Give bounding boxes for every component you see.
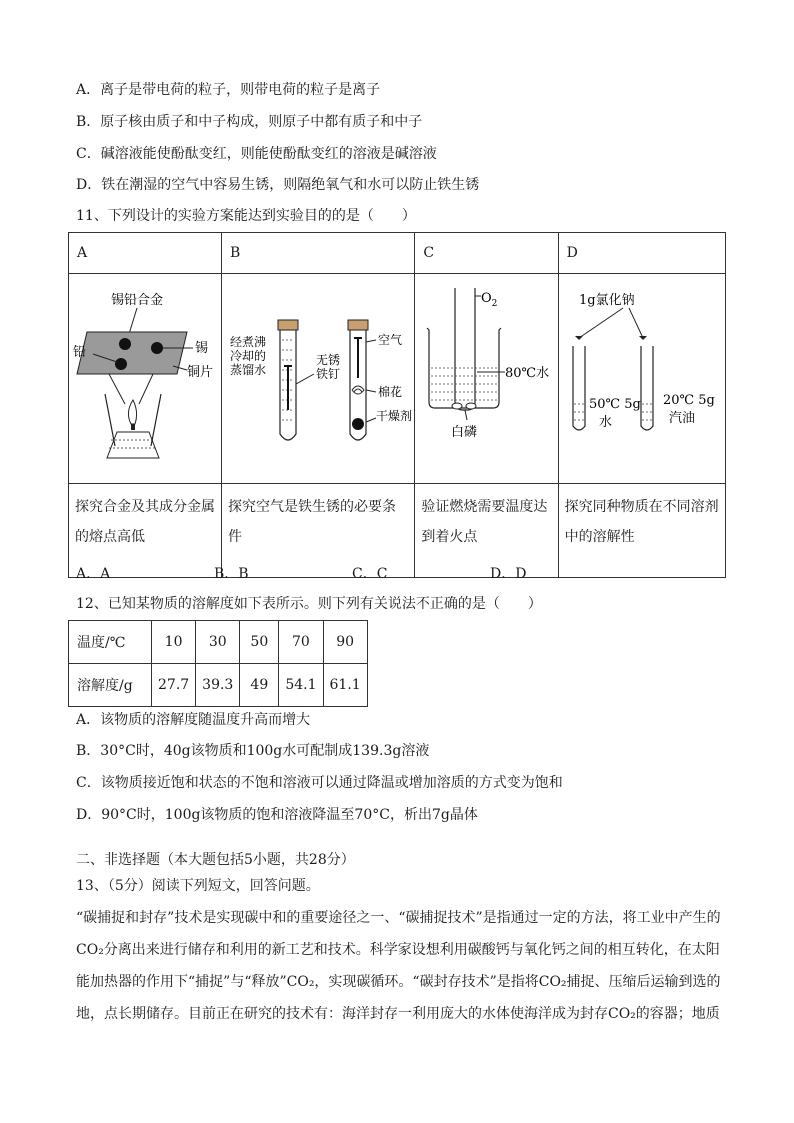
label-desiccant: 干燥剂 — [376, 409, 413, 423]
header-c: C — [415, 233, 558, 274]
label-rustless: 无锈 — [316, 353, 341, 367]
label-20c-5g: 20℃ 5g — [662, 393, 715, 408]
label-white-phosphorus: 白磷 — [451, 425, 478, 440]
label-iron-nail: 铁钉 — [316, 367, 341, 381]
solubility-cell: 54.1 — [279, 664, 323, 707]
passage-line: 地，点长期储存。目前正在研究的技术有：海洋封存一利用庞大的水体使海洋成为封存CO₂的容器；地质 — [76, 1006, 720, 1022]
label-cooled: 冷却的 — [230, 349, 267, 363]
desc-a: 探究合金及其成分金属的熔点高低 — [69, 484, 222, 578]
q10-option-d: D．铁在潮湿的空气中容易生锈，则隔绝氧气和水可以防止铁生锈 — [76, 177, 480, 193]
desc-b: 探究空气是铁生锈的必要条件 — [222, 484, 415, 578]
label-distilled-water: 蒸馏水 — [230, 363, 267, 377]
desc-d: 探究同种物质在不同溶剂中的溶解性 — [558, 484, 725, 578]
passage-line: CO₂分离出来进行储存和利用的新工艺和技术。科学家设想利用碳酸钙与氧化钙之间的相互转化，在太阳 — [76, 942, 720, 958]
label-1g-nacl: 1g氯化钠 — [578, 293, 635, 308]
temp-cell: 30 — [196, 621, 240, 664]
section-title: 二、非选择题（本大题包括5小题，共28分） — [76, 852, 355, 868]
figure-c-cell — [415, 274, 558, 484]
figure-d-cell — [558, 274, 725, 484]
q10-option-b: B．原子核由质子和中子构成，则原子中都有质子和中子 — [76, 114, 423, 130]
q11-choice-a: A．A — [76, 566, 111, 582]
q11-choices — [76, 563, 676, 583]
solubility-cell: 27.7 — [152, 664, 196, 707]
label-air: 空气 — [378, 333, 403, 347]
temp-cell: 70 — [279, 621, 323, 664]
q10-option-a: A．离子是带电荷的粒子，则带电荷的粒子是离子 — [76, 82, 381, 98]
combustion-figure — [415, 274, 557, 479]
row-label-temperature: 温度/℃ — [69, 621, 152, 664]
solubility-cell: 39.3 — [196, 664, 240, 707]
label-50c-5g: 50℃ 5g — [588, 397, 641, 412]
solubility-cell: 61.1 — [323, 664, 367, 707]
label-o2: $O_2$ — [481, 291, 498, 309]
header-b: B — [222, 233, 415, 274]
alloy-heating-figure — [69, 274, 221, 479]
passage-line: 能加热器的作用下“捕捉”与“释放”CO₂，实现碳循环。“碳封存技术”是指将CO₂捕捉、压缩后运输到选的 — [76, 974, 721, 990]
q11-choice-c: C．C — [352, 566, 388, 582]
solubility-figure — [559, 274, 725, 479]
rusting-figure — [222, 274, 414, 479]
q11-choice-d: D．D — [490, 566, 527, 582]
q10-option-c: C．碱溶液能使酚酞变红，则能使酚酞变红的溶液是碱溶液 — [76, 146, 437, 162]
temp-cell: 50 — [240, 621, 279, 664]
temp-cell: 90 — [323, 621, 367, 664]
label-tin: 锡 — [195, 341, 209, 356]
header-a: A — [69, 233, 222, 274]
q11-stem: 11、下列设计的实验方案能达到实验目的的是（ ） — [76, 208, 416, 224]
q12-option-c: C．该物质接近饱和状态的不饱和溶液可以通过降温或增加溶质的方式变为饱和 — [76, 775, 563, 791]
q11-choice-b: B．B — [214, 566, 249, 582]
q12-option-a: A．该物质的溶解度随温度升高而增大 — [76, 712, 311, 728]
label-cotton: 棉花 — [378, 385, 403, 399]
temp-cell: 10 — [152, 621, 196, 664]
label-copper: 铜片 — [187, 365, 214, 380]
label-lead: 铅 — [73, 345, 87, 360]
label-water: 水 — [598, 415, 612, 430]
passage-line: “碳捕捉和封存”技术是实现碳中和的重要途径之一、“碳捕捉技术”是指通过一定的方法，将工业中产生的 — [76, 910, 721, 926]
q12-stem: 12、已知某物质的溶解度如下表所示。则下列有关说法不正确的是（ ） — [76, 596, 542, 612]
figure-b-cell — [222, 274, 415, 484]
label-boiled: 经煮沸 — [230, 335, 267, 349]
label-80c-water: 80℃水 — [505, 366, 550, 381]
q12-option-d: D．90°C时，100g该物质的饱和溶液降温至70°C，析出7g晶体 — [76, 807, 478, 823]
q12-option-b: B．30°C时，40g该物质和100g水可配制成139.3g溶液 — [76, 743, 430, 759]
label-alloy: 锡铅合金 — [111, 293, 164, 308]
row-label-solubility: 溶解度/g — [69, 664, 152, 707]
q13-stem: 13、（5分）阅读下列短文，回答问题。 — [76, 878, 320, 894]
label-gasoline: 汽油 — [668, 411, 695, 426]
desc-c: 验证燃烧需要温度达到着火点 — [415, 484, 558, 578]
q11-experiment-table — [68, 232, 726, 578]
header-d: D — [558, 233, 725, 274]
figure-a-cell — [69, 274, 222, 484]
solubility-cell: 49 — [240, 664, 279, 707]
solubility-table — [68, 620, 368, 707]
